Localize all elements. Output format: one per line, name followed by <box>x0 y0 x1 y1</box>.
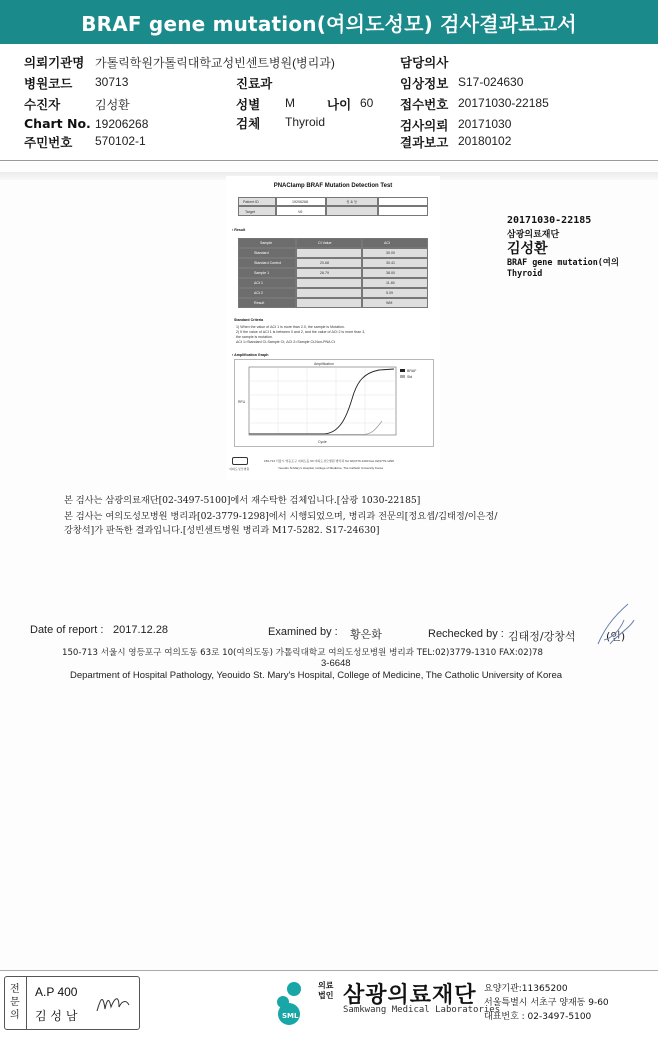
stamp-specimen: Thyroid <box>507 268 543 278</box>
sex-label: 성별 <box>236 97 261 112</box>
result-cell-text: 30.41 <box>386 261 395 265</box>
info-key: Target <box>245 210 255 214</box>
result-cell-text: 26.79 <box>320 271 329 275</box>
info-key: Patient ID <box>243 200 259 204</box>
graph-title: Amplification <box>314 362 334 366</box>
notice-line-2: 본 검사는 여의도성모병원 병리과[02-3779-1298]에서 시행되었으며, 병리과 전문의[정요셉/김태정/이은정/ <box>64 511 498 522</box>
examined-by-label: Examined by : <box>268 626 338 638</box>
notice-line-3: 강창석]가 판독한 결과입니다.[성빈센트병원 병리과 M17-5282. S17-24630] <box>64 525 380 536</box>
resident-no-value: 570102-1 <box>95 134 146 148</box>
legend-braf: BRAF <box>407 369 417 373</box>
result-cell-text: Standard Control <box>254 261 282 265</box>
resident-no-label: 주민번호 <box>24 135 73 150</box>
sml-logo-icon <box>270 980 312 1026</box>
result-cell <box>362 268 428 278</box>
stamp-patient: 김성환 <box>507 241 548 257</box>
request-label: 검사의뢰 <box>400 118 449 133</box>
sheet-footer-english: Yeouido St.Mary's Hospital, College of Medicine, The Catholic University Korea <box>278 466 383 470</box>
org-prefix-2: 법인 <box>318 991 334 1000</box>
sheet-footer-address: 150-713 서울시 영등포구 여의도동 63 여의도성모병원 병리과 Tel 02)3779-1290 Fax 02)3779-1298 <box>264 459 394 463</box>
report-date-label: 결과보고 <box>400 135 449 150</box>
hospital-code-label: 병원코드 <box>24 76 73 91</box>
legend-std: Std <box>407 375 413 379</box>
patient-label: 수진자 <box>24 97 61 112</box>
sheet-title: PNAClamp BRAF Mutation Detection Test <box>273 183 393 189</box>
info-value: 19206268 <box>292 200 308 204</box>
org-name: 삼광의료재단 <box>343 983 477 1008</box>
clinical-info-label: 임상정보 <box>400 76 449 91</box>
result-cell-text: ΔCt 2 <box>254 291 263 295</box>
hospital-logo-icon <box>232 457 248 465</box>
chart-no-label: Chart No. <box>24 116 91 131</box>
footer-divider <box>0 970 658 971</box>
result-cell-text: Result <box>254 301 265 305</box>
receipt-no-label: 접수번호 <box>400 97 449 112</box>
rechecked-by-value: 김태정/강창석 <box>508 630 576 643</box>
result-cell-text: 11.80 <box>386 281 395 285</box>
result-cell-text: 30.00 <box>386 251 395 255</box>
result-header-text: ΔCt <box>384 241 390 245</box>
specialist-code: A.P 400 <box>35 985 78 999</box>
chart-no-value: 19206268 <box>95 117 149 131</box>
pnaclamp-report-sheet <box>226 176 440 480</box>
clinical-info-value: S17-024630 <box>458 75 524 89</box>
amplification-heading: ▪ Amplification Graph <box>232 353 269 357</box>
sex-value: M <box>285 96 295 110</box>
org-english-name: Samkwang Medical Laboratories <box>343 1005 501 1015</box>
result-cell <box>238 278 296 288</box>
rechecked-by-label: Rechecked by : <box>428 628 504 640</box>
age-label: 나이 <box>327 97 352 112</box>
org-address: 서울특별시 서초구 양재동 9-60 <box>484 998 609 1008</box>
result-cell <box>362 248 428 258</box>
result-cell <box>296 258 362 268</box>
info-value: V6 <box>298 210 303 214</box>
stamp-receipt-no: 20171030-22185 <box>507 215 592 226</box>
org-phone: 대표번호 : 02-3497-5100 <box>484 1012 592 1022</box>
org-code: 요양기관:11365200 <box>484 984 568 994</box>
specialist-box <box>4 976 140 1030</box>
result-cell-text: ΔCt 1 <box>254 281 263 285</box>
doctor-label: 담당의사 <box>400 55 449 70</box>
address-line-1: 150-713 서울시 영등포구 여의도동 63로 10(여의도동) 가톨릭대학교 여의도성모병원 병리과 TEL:02)3779-1310 FAX:02)78 <box>62 648 543 658</box>
result-header-text: Sample <box>260 241 273 245</box>
result-cell <box>296 278 362 288</box>
sheet-logo-text: 여의도성모병원 <box>229 467 250 471</box>
address-line-2: 3-6648 <box>321 658 351 669</box>
side-char: 의 <box>10 1010 20 1021</box>
result-cell-text: 20.68 <box>320 261 329 265</box>
result-cell <box>362 288 428 298</box>
hospital-code-value: 30713 <box>95 75 129 89</box>
graph-ylabel: RFU <box>238 400 246 404</box>
result-cell <box>362 278 428 288</box>
criteria-line: 1) When the value of ΔCt 1 is more than 2.0, the sample is Mutation. <box>236 325 345 329</box>
result-header-cell <box>362 238 428 248</box>
amplification-graph <box>234 359 434 447</box>
standard-criteria-heading: Standard Criteria <box>234 318 264 322</box>
result-header-text: Ct Value <box>318 241 332 245</box>
side-char: 전 <box>10 984 20 995</box>
specimen-label: 검체 <box>236 116 261 131</box>
result-cell-text: Standard <box>254 251 269 255</box>
result-cell <box>362 298 428 308</box>
department-label: 진료과 <box>236 76 273 91</box>
criteria-line: 2) If the value of ΔCt 1 is between 0 and 2, and the value of ΔCt 2 is more than 3, <box>236 330 366 334</box>
result-cell <box>296 268 362 278</box>
department-english: Department of Hospital Pathology, Yeouido St. Mary's Hospital, College of Medicine, The Catholic University of Korea <box>70 670 563 681</box>
header-divider <box>0 160 658 161</box>
result-cell <box>238 298 296 308</box>
info-cell <box>378 197 428 206</box>
info-key: 성 & 동 <box>346 200 358 204</box>
result-cell <box>296 248 362 258</box>
request-value: 20171030 <box>458 117 512 131</box>
specialist-name: 김 성 남 <box>35 1009 78 1023</box>
report-title: BRAF gene mutation(여의도성모) 검사결과보고서 <box>0 0 658 44</box>
result-cell-text: 5.09 <box>386 291 393 295</box>
receipt-no-value: 20171030-22185 <box>458 96 549 110</box>
result-cell <box>296 298 362 308</box>
stamp-org: 삼광의료재단 <box>507 230 560 240</box>
specialist-signature-icon <box>93 991 133 1019</box>
result-cell-text: Sample 1 <box>254 271 270 275</box>
result-cell <box>238 288 296 298</box>
examined-by-value: 황은화 <box>350 628 382 641</box>
criteria-line: the sample is mutation. <box>236 335 273 339</box>
stamp-test: BRAF gene mutation(여의 <box>507 257 619 267</box>
report-date-value: 20180102 <box>458 134 512 148</box>
patient-value: 김성환 <box>95 98 130 112</box>
result-heading: ▪ Result <box>232 228 246 232</box>
info-cell <box>326 206 378 216</box>
sml-logo-text: SML <box>282 1012 299 1020</box>
institution-value: 가톨릭학원가톨릭대학교성빈센트병원(병리과) <box>95 56 335 70</box>
result-cell-text: 38.00 <box>386 271 395 275</box>
criteria-line: ΔCt 1=Standard Ct-Sample Ct, ΔCt 2=Sample Ct-Non-PNA Ct <box>236 340 335 344</box>
result-cell <box>362 258 428 268</box>
info-cell <box>238 206 276 216</box>
age-value: 60 <box>360 96 374 110</box>
org-prefix-1: 의료 <box>318 981 334 990</box>
result-cell-text: WM <box>386 301 393 305</box>
result-cell <box>296 288 362 298</box>
info-cell <box>378 206 428 216</box>
date-of-report-label: Date of report : <box>30 624 104 636</box>
institution-label: 의뢰기관명 <box>24 55 85 70</box>
specialist-side-label <box>5 977 27 1029</box>
date-of-report-value: 2017.12.28 <box>113 624 169 636</box>
signature-scribble-icon <box>590 600 640 650</box>
seal-mark: (인) <box>606 630 626 643</box>
graph-xlabel: Cycle <box>318 440 327 444</box>
side-char: 문 <box>10 997 20 1008</box>
notice-line-1: 본 검사는 삼광의료재단[02-3497-5100]에서 재수탁한 검체입니다.[삼광 1030-22185] <box>64 495 421 506</box>
specimen-value: Thyroid <box>285 115 326 129</box>
